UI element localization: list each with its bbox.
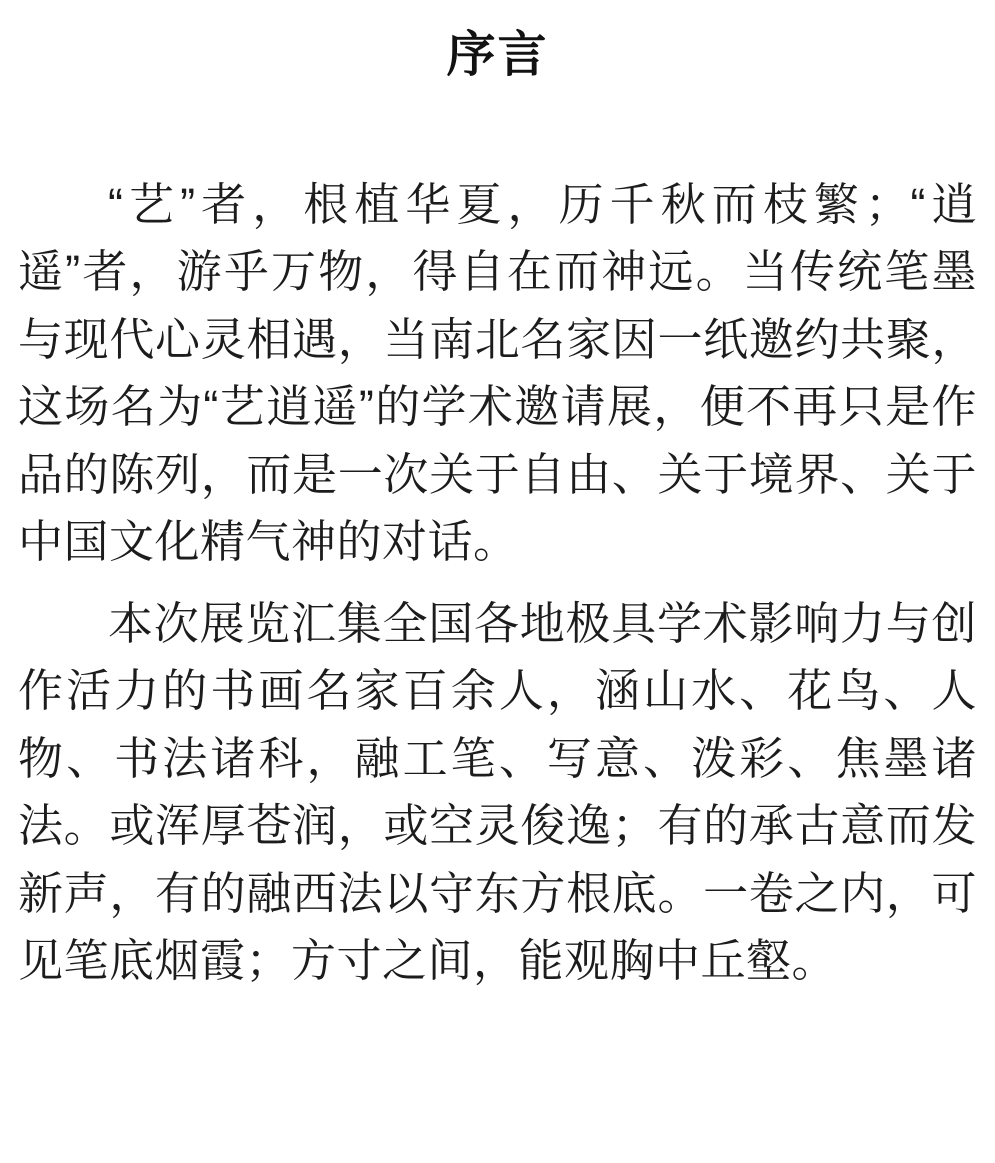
page-title: 序言	[446, 28, 549, 82]
document-body	[18, 171, 977, 995]
paragraph-1: “艺”者，根植华夏，历千秋而枝繁；“逍遥”者，游乎万物，得自在而神远。当传统笔墨与现代心灵相遇，当南北名家因一纸邀约共聚，这场名为“艺逍遥”的学术邀请展，便不再只是作品的陈列，而是一次关于自由、关于境界、关于中国文化精气神的对话。	[18, 178, 977, 568]
paragraph-2: 本次展览汇集全国各地极具学术影响力与创作活力的书画名家百余人，涵山水、花鸟、人物、书法诸科，融工笔、写意、泼彩、焦墨诸法。或浑厚苍润，或空灵俊逸；有的承古意而发新声，有的融西法以守东方根底。一卷之内，可见笔底烟霞；方寸之间，能观胸中丘壑。	[18, 597, 977, 987]
